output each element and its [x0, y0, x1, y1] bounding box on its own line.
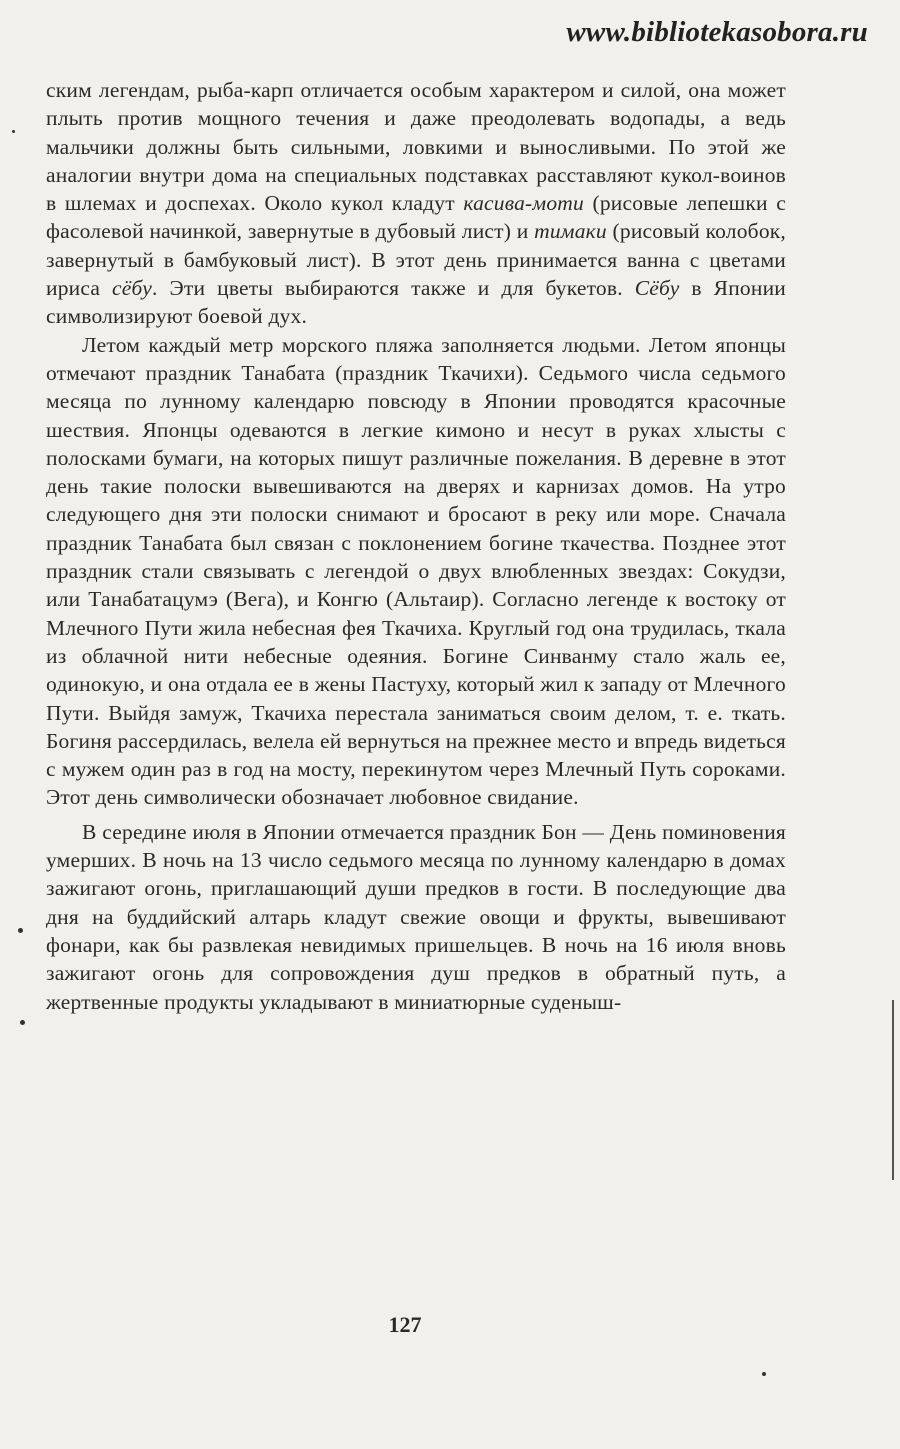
website-watermark: www.bibliotekasobora.ru [566, 16, 868, 48]
scan-speck [18, 928, 23, 933]
term-kasiva-moti: касива-моти [463, 191, 584, 216]
scan-edge-mark [892, 1000, 894, 1180]
term-sebu-2: Сёбу [634, 276, 680, 301]
paragraph-1-text-4: . Эти цветы выбираются также и для букетов. [152, 276, 635, 301]
page-number: 127 [388, 1312, 422, 1337]
scan-speck [12, 130, 15, 133]
scan-speck [20, 1020, 25, 1025]
paragraph-1-text-1: ским легендам, рыба-карп отличается особым характером и силой, она может плыть против мощного течения и даже преодолевать водопады, а ведь мальчики должны быть сильными, ловкими и выносливыми. По этой же аналогии внутри дома на специальных подставках расставляют кукол-воинов в шлемах и доспехах. Около кукол кладут [46, 78, 786, 216]
paragraph-bon: В середине июля в Японии отмечается праздник Бон — День поминовения умерших. В ночь на 13 число седьмого месяца по лунному календарю в домах зажигают огонь, приглашающий души предков в гости. В последующие два дня на буддийский алтарь кладут свежие овощи и фрукты, вывешивают фонари, как бы развлекая невидимых пришельцев. В ночь на 16 июля вновь зажигают огонь для сопровождения душ предков в обратный путь, а жертвенные продукты укладывают в миниатюрные суденыш- [46, 819, 786, 1014]
paragraph-continuation [46, 76, 786, 331]
scan-speck [762, 1372, 766, 1376]
paragraph-tanabata: Летом каждый метр морского пляжа заполняется людьми. Летом японцы отмечают праздник Танабата (праздник Ткачихи). Седьмого числа седьмого месяца по лунному календарю повсюду в Японии проводятся красочные шествия. Японцы одеваются в легкие кимоно и несут в руках хлысты с полосками бумаги, на которых пишут различные пожелания. В деревне в этот день такие полоски вывешиваются на дверях и карнизах домов. На утро следующего дня эти полоски снимают и бросают в реку или море. Сначала праздник Танабата был связан с поклонением богине ткачества. Позднее этот праздник стали связывать с легендой о двух влюбленных звездах: Сокудзи, или Танабатацумэ (Вега), и Конгю (Альтаир). Согласно легенде к востоку от Млечного Пути жила небесная фея Ткачиха. Круглый год она трудилась, ткала из облачной нити небесные одеяния. Богине Синванму стало жаль ее, одинокую, и она отдала ее в жены Пастуху, который жил к западу от Млечного Пути. Выйдя замуж, Ткачиха перестала заниматься своим делом, т. е. ткать. Богиня рассердилась, велела ей вернуться на прежнее место и впредь видеться с мужем один раз в год на мосту, перекинутом через Млечный Путь сороками. Этот день символически обозначает любовное свидание. [46, 332, 786, 810]
paragraph-1-text-2: (рисовые лепешки с фасолевой начинкой, завернутые в дубовый лист) и [46, 191, 786, 244]
paragraph-1-text-3: (рисовый колобок, завернутый в бамбуковый лист). В этот день принимается ванна с цветами ириса [46, 219, 786, 301]
page-text [46, 76, 786, 1016]
term-timaki: тимаки [534, 219, 607, 244]
paragraph-1-text-5: в Японии символизируют боевой дух. [46, 276, 786, 329]
term-sebu: сёбу [112, 276, 152, 301]
